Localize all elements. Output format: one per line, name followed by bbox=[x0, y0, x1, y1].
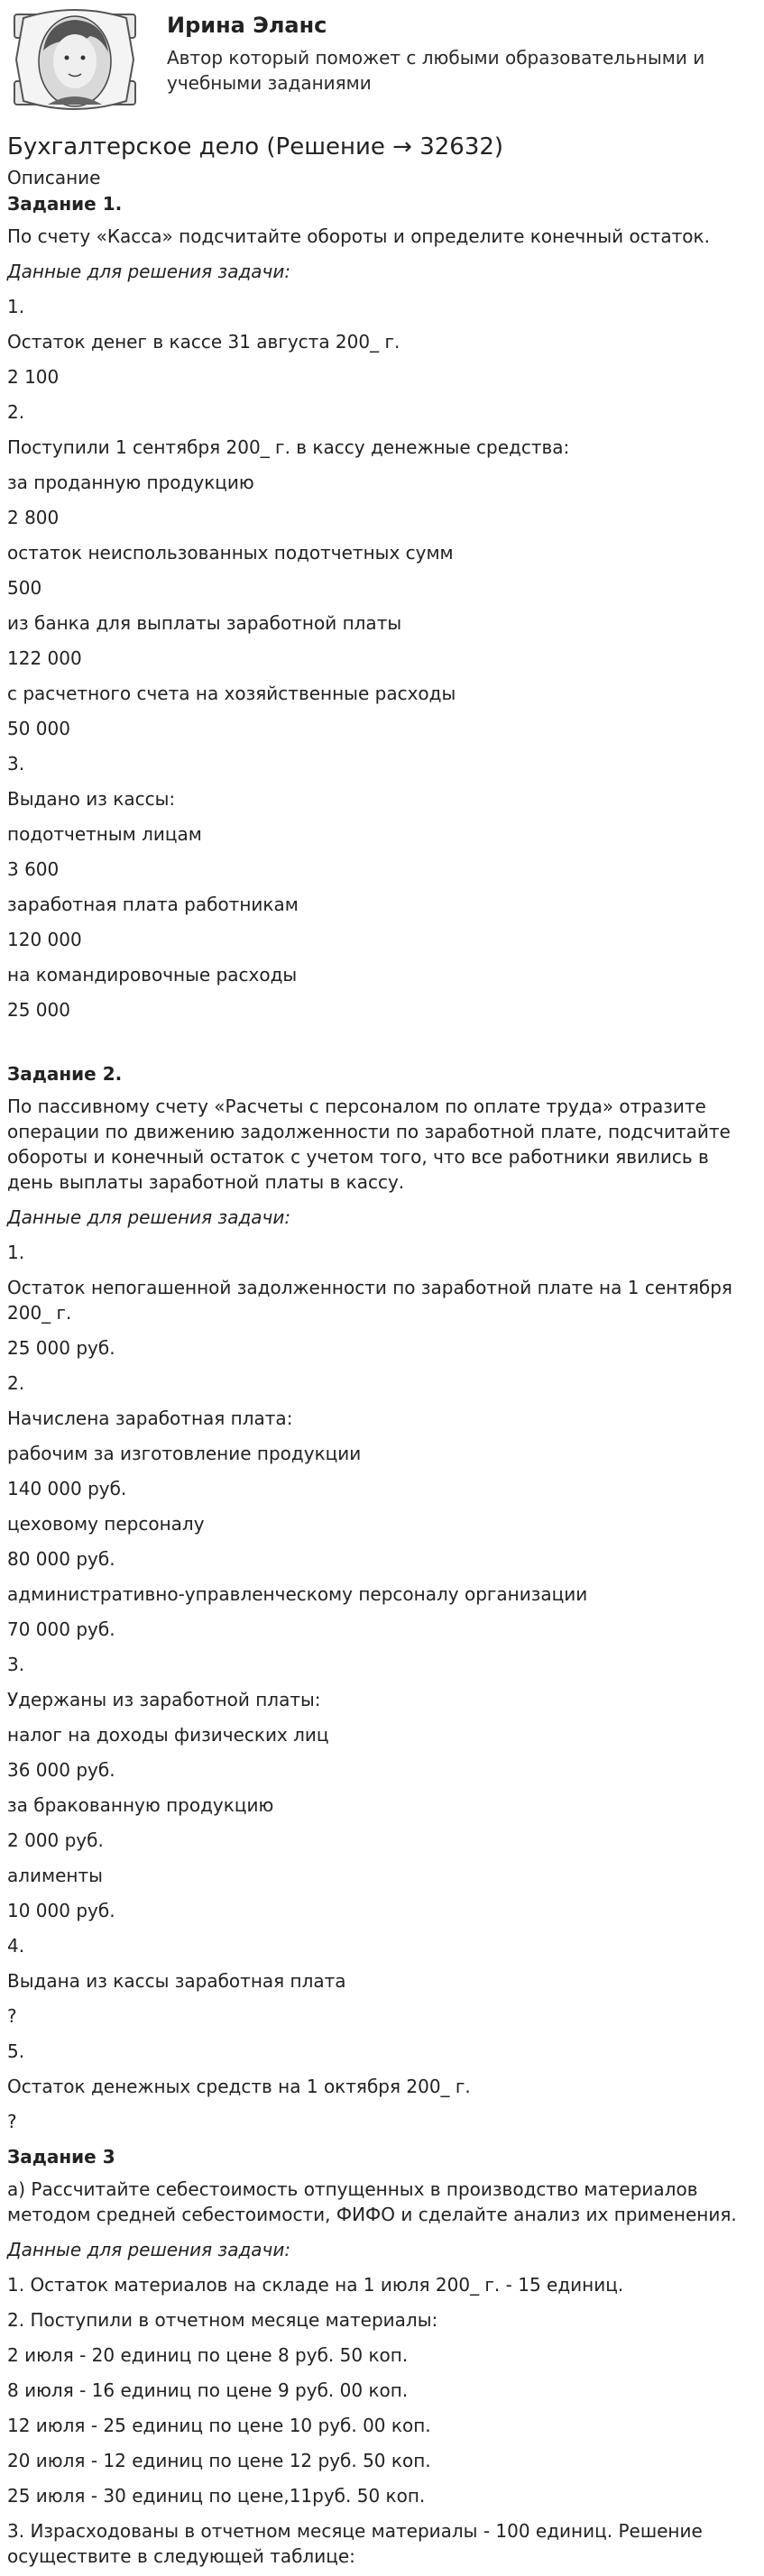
author-description: Автор который поможет с любыми образовательными и учебными заданиями bbox=[167, 47, 705, 94]
text-line: 25 июля - 30 единиц по цене,11руб. 50 коп. bbox=[7, 2485, 426, 2507]
data-heading: Данные для решения задачи: bbox=[7, 1206, 291, 1228]
text-line: Остаток денежных средств на 1 октября 200_ г. bbox=[7, 2076, 471, 2097]
text-line: Поступили 1 сентября 200_ г. в кассу денежные средства: bbox=[7, 436, 570, 458]
text-line: подотчетным лицам bbox=[7, 823, 202, 845]
text-line: 12 июля - 25 единиц по цене 10 руб. 00 коп. bbox=[7, 2415, 431, 2436]
text-line: административно-управленческому персоналу организации bbox=[7, 1583, 588, 1605]
text-line: 10 000 руб. bbox=[7, 1900, 115, 1921]
description-label: Описание bbox=[7, 167, 101, 188]
text-line: 2 800 bbox=[7, 507, 60, 528]
text-line: 8 июля - 16 единиц по цене 9 руб. 00 коп. bbox=[7, 2379, 409, 2401]
text-line: 3. bbox=[7, 1654, 25, 1675]
text-line: 2 июля - 20 единиц по цене 8 руб. 50 коп. bbox=[7, 2344, 409, 2366]
text-line: 20 июля - 12 единиц по цене 12 руб. 50 коп. bbox=[7, 2450, 431, 2471]
text-line: 2 100 bbox=[7, 366, 60, 388]
text-line: Выдана из кассы заработная плата bbox=[7, 1970, 346, 1992]
text-line: Остаток непогашенной задолженности по заработной плате на 1 сентября 200_ г. bbox=[7, 1277, 739, 1324]
text-line: 25 000 bbox=[7, 999, 70, 1021]
section-spacer bbox=[7, 1032, 756, 1061]
text-line: 122 000 bbox=[7, 647, 82, 669]
text-line: 80 000 руб. bbox=[7, 1548, 115, 1570]
text-line: 2 000 руб. bbox=[7, 1829, 104, 1851]
task-content bbox=[7, 166, 756, 2576]
text-line: 140 000 руб. bbox=[7, 1478, 127, 1499]
data-heading: Данные для решения задачи: bbox=[7, 261, 291, 282]
text-line: По пассивному счету «Расчеты с персоналом по оплате труда» отразите операции по движению задолженности по заработной плате, подсчитайте обороты и конечный остаток с учетом того, что все работники явились в день выплаты заработной платы в кассу. bbox=[7, 1095, 737, 1193]
text-line: за бракованную продукцию bbox=[7, 1794, 274, 1816]
text-line: 500 bbox=[7, 577, 42, 599]
text-line: налог на доходы физических лиц bbox=[7, 1724, 329, 1746]
text-line: 3. bbox=[7, 753, 25, 775]
task-heading: Задание 3 bbox=[7, 2146, 115, 2168]
text-line: 120 000 bbox=[7, 929, 82, 950]
text-line: 2. bbox=[7, 401, 25, 423]
text-line: алименты bbox=[7, 1865, 103, 1886]
text-line: Начислена заработная плата: bbox=[7, 1407, 293, 1429]
author-card[interactable] bbox=[0, 0, 764, 126]
page-title: Бухгалтерское дело (Решение → 32632) bbox=[7, 133, 504, 160]
text-line: рабочим за изготовление продукции bbox=[7, 1443, 362, 1464]
text-line: с расчетного счета на хозяйственные расходы bbox=[7, 683, 456, 704]
text-line: Выдано из кассы: bbox=[7, 788, 176, 810]
text-line: заработная плата работникам bbox=[7, 894, 299, 915]
data-heading: Данные для решения задачи: bbox=[7, 2239, 291, 2260]
text-line: 70 000 руб. bbox=[7, 1618, 115, 1640]
text-line: а) Рассчитайте себестоимость отпущенных в производство материалов методом средней себестоимости, ФИФО и сделайте анализ их применения. bbox=[7, 2178, 737, 2225]
text-line: 25 000 руб. bbox=[7, 1337, 115, 1359]
text-line: 5. bbox=[7, 2040, 25, 2062]
author-avatar[interactable] bbox=[7, 5, 143, 114]
text-line: 36 000 руб. bbox=[7, 1759, 115, 1781]
text-line: из банка для выплаты заработной платы bbox=[7, 612, 402, 634]
task-heading: Задание 2. bbox=[7, 1063, 123, 1085]
text-line: цеховому персоналу bbox=[7, 1513, 205, 1535]
text-line: 50 000 bbox=[7, 718, 70, 739]
author-name[interactable]: Ирина Эланс bbox=[167, 13, 327, 38]
text-line: По счету «Касса» подсчитайте обороты и определите конечный остаток. bbox=[7, 225, 710, 247]
text-line: 4. bbox=[7, 1935, 25, 1957]
text-line: Остаток денег в кассе 31 августа 200_ г. bbox=[7, 331, 400, 353]
text-line: 1. bbox=[7, 296, 25, 317]
text-line: за проданную продукцию bbox=[7, 472, 254, 493]
text-line: 2. bbox=[7, 1372, 25, 1394]
text-line: на командировочные расходы bbox=[7, 964, 298, 985]
text-line: 3 600 bbox=[7, 858, 60, 880]
text-line: ? bbox=[7, 2111, 17, 2132]
text-line: остаток неиспользованных подотчетных сумм bbox=[7, 542, 454, 564]
task-text-lines bbox=[7, 191, 756, 2569]
text-line: ? bbox=[7, 2005, 17, 2027]
task-heading: Задание 1. bbox=[7, 193, 123, 215]
text-line: 1. bbox=[7, 1242, 25, 1263]
text-line: 3. Израсходованы в отчетном месяце материалы - 100 единиц. Решение осуществите в следующей таблице: bbox=[7, 2520, 709, 2567]
text-line: 2. Поступили в отчетном месяце материалы: bbox=[7, 2309, 438, 2331]
text-line: 1. Остаток материалов на складе на 1 июля 200_ г. - 15 единиц. bbox=[7, 2274, 624, 2296]
text-line: Удержаны из заработной платы: bbox=[7, 1689, 321, 1710]
